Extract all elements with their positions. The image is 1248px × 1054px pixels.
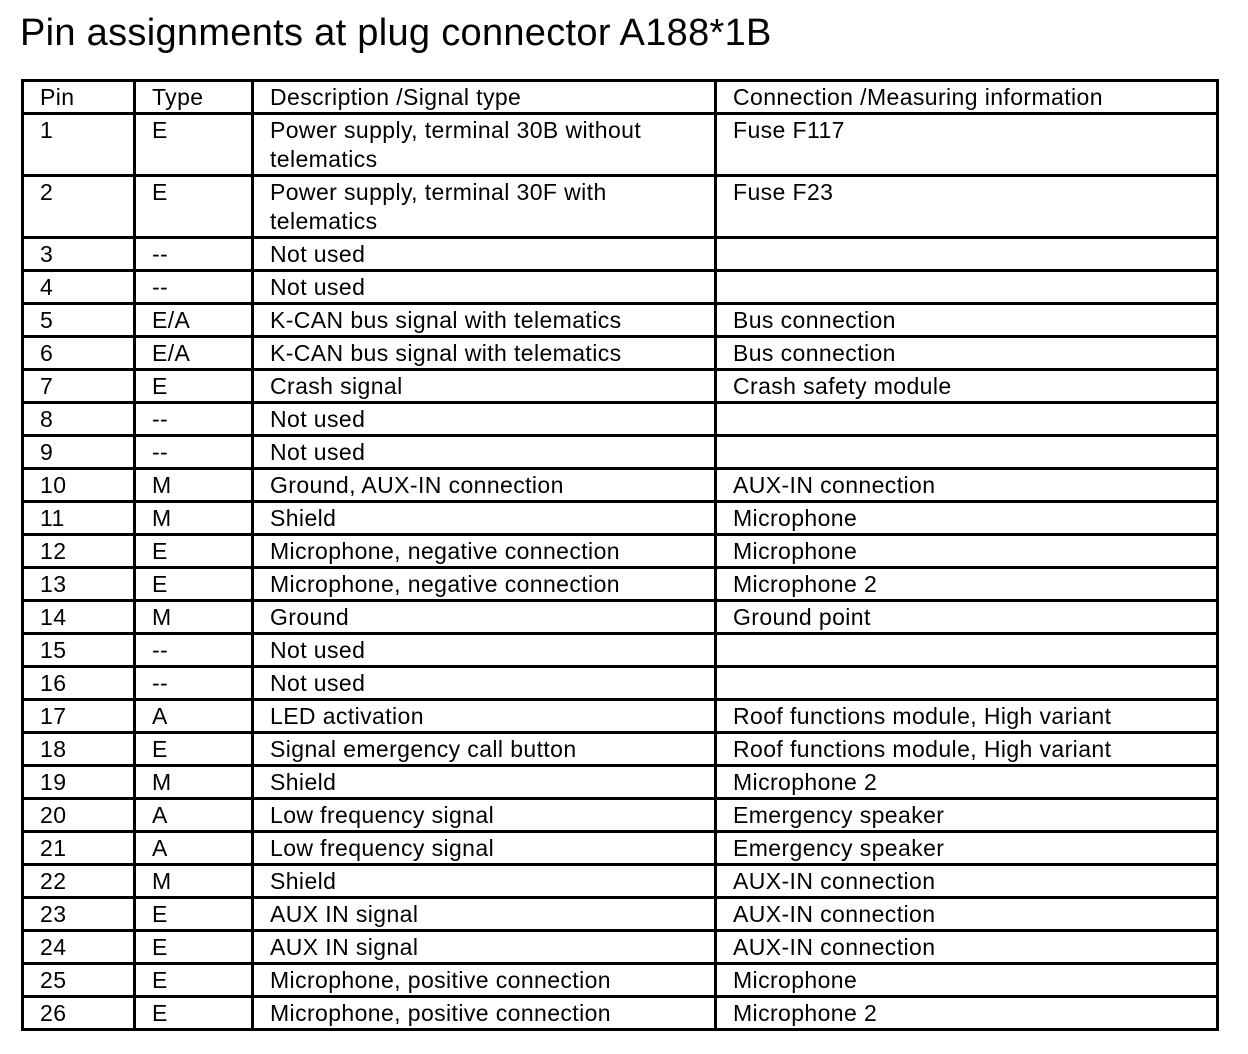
connection-cell: Microphone 2 bbox=[716, 568, 1218, 601]
description-cell: Signal emergency call button bbox=[253, 733, 716, 766]
connection-cell: Microphone 2 bbox=[716, 766, 1218, 799]
description-cell: Shield bbox=[253, 865, 716, 898]
pin-cell: 17 bbox=[23, 700, 135, 733]
table-row bbox=[23, 271, 1218, 304]
table-row bbox=[23, 733, 1218, 766]
table-row bbox=[23, 568, 1218, 601]
description-cell: Microphone, negative connection bbox=[253, 535, 716, 568]
connection-cell bbox=[716, 667, 1218, 700]
pin-cell: 13 bbox=[23, 568, 135, 601]
connection-cell: Microphone 2 bbox=[716, 997, 1218, 1030]
description-cell: Ground, AUX-IN connection bbox=[253, 469, 716, 502]
connection-cell: AUX-IN connection bbox=[716, 469, 1218, 502]
description-cell: Crash signal bbox=[253, 370, 716, 403]
pin-cell: 7 bbox=[23, 370, 135, 403]
column-header-connection: Connection /Measuring information bbox=[716, 81, 1218, 114]
table-row bbox=[23, 799, 1218, 832]
type-cell: E bbox=[135, 997, 253, 1030]
type-cell: E bbox=[135, 370, 253, 403]
pin-cell: 9 bbox=[23, 436, 135, 469]
description-cell: Not used bbox=[253, 403, 716, 436]
type-cell: -- bbox=[135, 271, 253, 304]
connection-cell: AUX-IN connection bbox=[716, 931, 1218, 964]
connection-cell: Roof functions module, High variant bbox=[716, 733, 1218, 766]
table-row bbox=[23, 337, 1218, 370]
type-cell: E bbox=[135, 733, 253, 766]
connection-cell: Fuse F23 bbox=[716, 176, 1218, 238]
connection-cell: Bus connection bbox=[716, 304, 1218, 337]
table-row bbox=[23, 114, 1218, 176]
connection-cell: Roof functions module, High variant bbox=[716, 700, 1218, 733]
description-cell: Microphone, positive connection bbox=[253, 964, 716, 997]
table-row bbox=[23, 535, 1218, 568]
description-cell: Ground bbox=[253, 601, 716, 634]
pin-cell: 19 bbox=[23, 766, 135, 799]
page-title: Pin assignments at plug connector A188*1B bbox=[20, 12, 772, 54]
type-cell: E bbox=[135, 931, 253, 964]
description-cell: AUX IN signal bbox=[253, 931, 716, 964]
type-cell: A bbox=[135, 700, 253, 733]
connection-cell bbox=[716, 238, 1218, 271]
type-cell: E bbox=[135, 176, 253, 238]
connection-cell: AUX-IN connection bbox=[716, 865, 1218, 898]
column-header-description: Description /Signal type bbox=[253, 81, 716, 114]
type-cell: E bbox=[135, 114, 253, 176]
table-row bbox=[23, 667, 1218, 700]
pin-cell: 3 bbox=[23, 238, 135, 271]
description-cell: Microphone, positive connection bbox=[253, 997, 716, 1030]
description-cell: Power supply, terminal 30F with telematics bbox=[253, 176, 716, 238]
type-cell: E bbox=[135, 964, 253, 997]
pin-cell: 4 bbox=[23, 271, 135, 304]
table-row bbox=[23, 766, 1218, 799]
table-row bbox=[23, 964, 1218, 997]
table-row bbox=[23, 898, 1218, 931]
table-row bbox=[23, 436, 1218, 469]
type-cell: E/A bbox=[135, 337, 253, 370]
pin-cell: 6 bbox=[23, 337, 135, 370]
description-cell: Shield bbox=[253, 502, 716, 535]
table-row bbox=[23, 176, 1218, 238]
connection-cell: AUX-IN connection bbox=[716, 898, 1218, 931]
table-row bbox=[23, 238, 1218, 271]
pin-cell: 5 bbox=[23, 304, 135, 337]
table-row bbox=[23, 502, 1218, 535]
connection-cell bbox=[716, 403, 1218, 436]
connection-cell: Emergency speaker bbox=[716, 799, 1218, 832]
description-cell: K-CAN bus signal with telematics bbox=[253, 304, 716, 337]
connection-cell bbox=[716, 436, 1218, 469]
connection-cell: Bus connection bbox=[716, 337, 1218, 370]
table-row bbox=[23, 469, 1218, 502]
table-body bbox=[23, 114, 1218, 1030]
connection-cell: Microphone bbox=[716, 535, 1218, 568]
description-cell: Low frequency signal bbox=[253, 832, 716, 865]
column-header-type: Type bbox=[135, 81, 253, 114]
type-cell: M bbox=[135, 502, 253, 535]
connection-cell: Microphone bbox=[716, 964, 1218, 997]
description-cell: Low frequency signal bbox=[253, 799, 716, 832]
description-cell: Not used bbox=[253, 436, 716, 469]
pin-cell: 14 bbox=[23, 601, 135, 634]
pin-cell: 26 bbox=[23, 997, 135, 1030]
connection-cell bbox=[716, 271, 1218, 304]
type-cell: -- bbox=[135, 436, 253, 469]
pin-cell: 25 bbox=[23, 964, 135, 997]
type-cell: E bbox=[135, 535, 253, 568]
pin-cell: 10 bbox=[23, 469, 135, 502]
pin-cell: 18 bbox=[23, 733, 135, 766]
description-cell: Power supply, terminal 30B without telematics bbox=[253, 114, 716, 176]
description-cell: Not used bbox=[253, 271, 716, 304]
pin-cell: 20 bbox=[23, 799, 135, 832]
table-row bbox=[23, 634, 1218, 667]
connection-cell: Fuse F117 bbox=[716, 114, 1218, 176]
description-cell: Not used bbox=[253, 667, 716, 700]
table-row bbox=[23, 931, 1218, 964]
description-cell: K-CAN bus signal with telematics bbox=[253, 337, 716, 370]
type-cell: M bbox=[135, 766, 253, 799]
table-header-row bbox=[23, 81, 1218, 114]
connection-cell: Ground point bbox=[716, 601, 1218, 634]
description-cell: LED activation bbox=[253, 700, 716, 733]
type-cell: -- bbox=[135, 667, 253, 700]
pin-cell: 16 bbox=[23, 667, 135, 700]
table-row bbox=[23, 304, 1218, 337]
type-cell: E bbox=[135, 568, 253, 601]
type-cell: A bbox=[135, 832, 253, 865]
connection-cell bbox=[716, 634, 1218, 667]
pin-cell: 23 bbox=[23, 898, 135, 931]
column-header-pin: Pin bbox=[23, 81, 135, 114]
type-cell: M bbox=[135, 865, 253, 898]
type-cell: M bbox=[135, 469, 253, 502]
table-row bbox=[23, 403, 1218, 436]
connection-cell: Emergency speaker bbox=[716, 832, 1218, 865]
type-cell: M bbox=[135, 601, 253, 634]
pin-cell: 24 bbox=[23, 931, 135, 964]
connection-cell: Microphone bbox=[716, 502, 1218, 535]
table-row bbox=[23, 601, 1218, 634]
table-row bbox=[23, 700, 1218, 733]
type-cell: -- bbox=[135, 403, 253, 436]
pin-cell: 8 bbox=[23, 403, 135, 436]
pin-cell: 12 bbox=[23, 535, 135, 568]
type-cell: -- bbox=[135, 634, 253, 667]
description-cell: AUX IN signal bbox=[253, 898, 716, 931]
description-cell: Not used bbox=[253, 238, 716, 271]
table-row bbox=[23, 997, 1218, 1030]
pin-cell: 15 bbox=[23, 634, 135, 667]
pin-cell: 11 bbox=[23, 502, 135, 535]
description-cell: Not used bbox=[253, 634, 716, 667]
table-row bbox=[23, 832, 1218, 865]
pin-cell: 1 bbox=[23, 114, 135, 176]
table-row bbox=[23, 865, 1218, 898]
type-cell: -- bbox=[135, 238, 253, 271]
connection-cell: Crash safety module bbox=[716, 370, 1218, 403]
pin-cell: 22 bbox=[23, 865, 135, 898]
description-cell: Microphone, negative connection bbox=[253, 568, 716, 601]
type-cell: A bbox=[135, 799, 253, 832]
type-cell: E/A bbox=[135, 304, 253, 337]
description-cell: Shield bbox=[253, 766, 716, 799]
pin-assignment-table bbox=[21, 79, 1219, 1031]
pin-cell: 21 bbox=[23, 832, 135, 865]
table-row bbox=[23, 370, 1218, 403]
pin-cell: 2 bbox=[23, 176, 135, 238]
type-cell: E bbox=[135, 898, 253, 931]
